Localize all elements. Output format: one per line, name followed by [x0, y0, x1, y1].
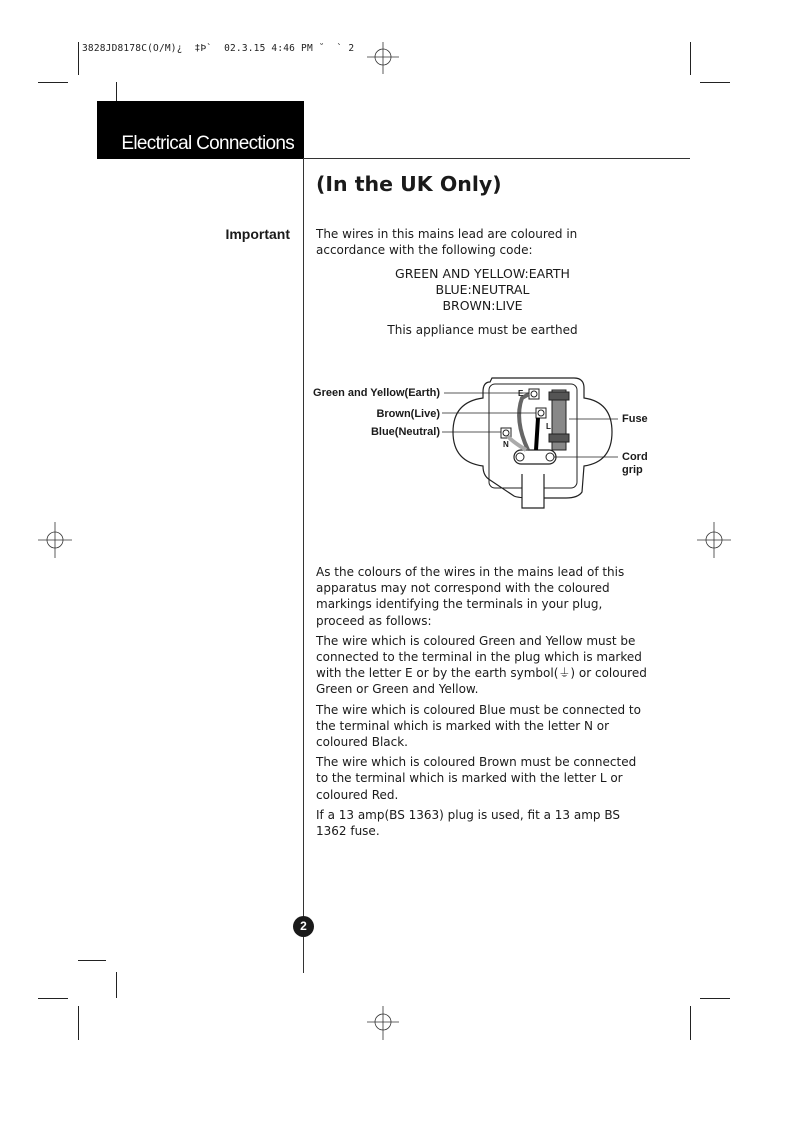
code-live: BROWN:LIVE [442, 298, 523, 313]
instruction-paragraph: If a 13 amp(BS 1363) plug is used, fit a 13 amp BS 1362 fuse. [316, 807, 620, 839]
color-code-list [316, 266, 649, 314]
instruction-paragraph: The wire which is coloured Brown must be connected to the terminal which is marked with the letter L or coloured Red. [316, 755, 637, 802]
intro-text: The wires in this mains lead are coloured in accordance with the following code: [316, 227, 578, 258]
live-wire-label: Brown(Live) [376, 408, 440, 420]
instruction-paragraph: The wire which is coloured Green and Yellow must be connected to the terminal in the plug which is marked with the letter E or by the earth symbol(⏚) or coloured Green or Green and Yellow. [316, 633, 647, 697]
terminal-e-label: E [518, 389, 524, 398]
earthed-note: This appliance must be earthed [387, 323, 578, 337]
header-rule [304, 158, 690, 159]
terminal-n-label: N [503, 440, 509, 449]
section-title: Electrical Connections [121, 133, 294, 154]
fuse-label: Fuse [622, 413, 648, 425]
print-header: 3828JD8178C(O/M)¿ ‡Þ` 02.3.15 4:46 PM ˘ ` 2 [82, 43, 355, 54]
instruction-paragraph: The wire which is coloured Blue must be connected to the terminal which is marked with the letter N or coloured Black. [316, 702, 641, 750]
section-header-tab [97, 101, 304, 159]
page-number: 2 [293, 916, 314, 937]
neutral-wire-label: Blue(Neutral) [370, 426, 440, 438]
page-title: (In the UK Only) [316, 172, 502, 196]
cord-grip-label: Cord grip [622, 451, 648, 476]
wiring-instructions [316, 564, 652, 843]
column-divider [303, 158, 304, 973]
code-neutral: BLUE:NEUTRAL [435, 282, 530, 297]
instruction-paragraph: As the colours of the wires in the mains lead of this apparatus may not correspond with the coloured markings identifying the terminals in your plug, proceed as follows: [316, 565, 625, 628]
code-earth: GREEN AND YELLOW:EARTH [395, 266, 570, 281]
terminal-l-label: L [546, 422, 551, 431]
earth-wire-label: Green and Yellow(Earth) [313, 387, 440, 399]
important-label: Important [225, 226, 290, 242]
